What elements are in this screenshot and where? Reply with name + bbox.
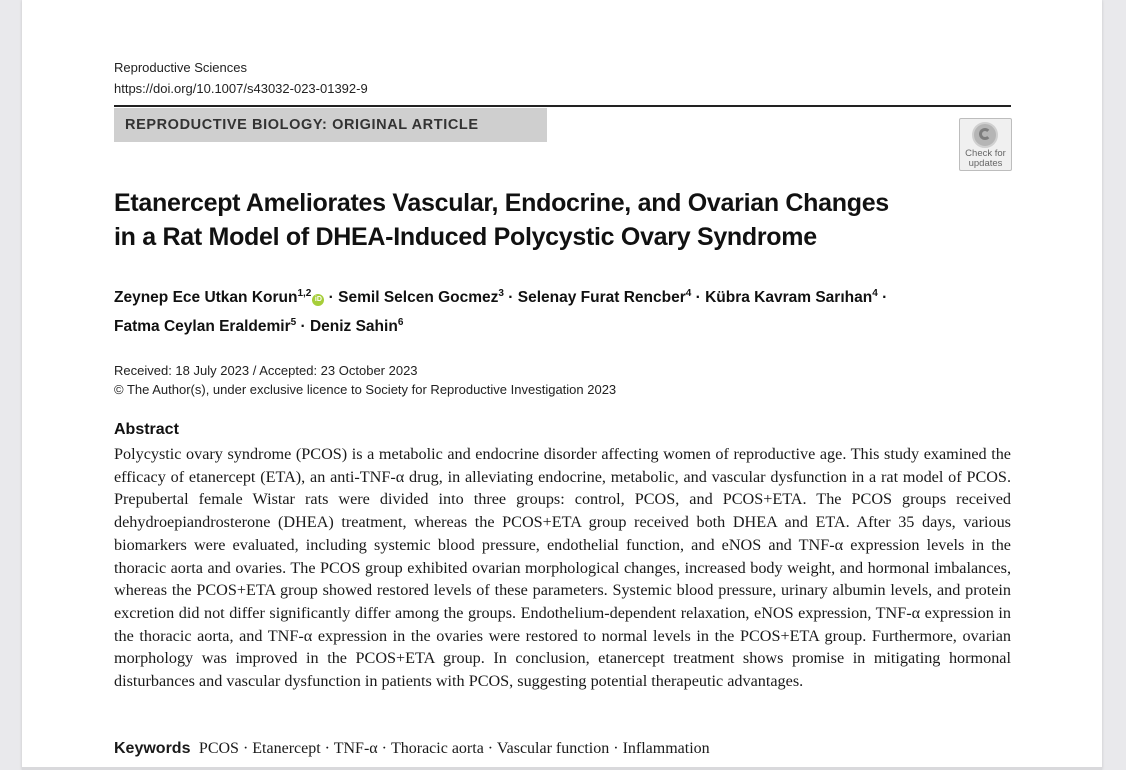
author-name[interactable]: Semil Selcen Gocmez xyxy=(338,289,499,307)
check-updates-line1: Check for xyxy=(965,148,1006,159)
author-name[interactable]: Selenay Furat Rencber xyxy=(517,289,686,307)
author-separator: · xyxy=(877,289,888,307)
author-separator: · xyxy=(691,289,706,307)
author-name[interactable]: Kübra Kavram Sarıhan xyxy=(705,289,873,307)
author-affiliation: 1,2 xyxy=(297,288,312,299)
author-separator: · xyxy=(503,289,518,307)
keywords xyxy=(114,740,1011,758)
title-line-2: in a Rat Model of DHEA-Induced Polycystic Ovary Syndrome xyxy=(114,223,817,251)
keywords-list: PCOS · Etanercept · TNF-α · Thoracic aorta · Vascular function · Inflammation xyxy=(198,740,710,757)
keywords-label: Keywords xyxy=(114,740,191,757)
orcid-icon[interactable]: iD xyxy=(312,294,324,306)
section-label: REPRODUCTIVE BIOLOGY: ORIGINAL ARTICLE xyxy=(125,117,479,133)
article-dates xyxy=(114,361,616,399)
author-list xyxy=(114,281,994,339)
doi-link[interactable]: https://doi.org/10.1007/s43032-023-01392-9 xyxy=(114,81,368,96)
header-rule xyxy=(114,105,1011,107)
author-name[interactable]: Fatma Ceylan Eraldemir xyxy=(114,318,291,336)
journal-header xyxy=(114,57,368,99)
article-page xyxy=(22,0,1102,770)
abstract-text: Polycystic ovary syndrome (PCOS) is a metabolic and endocrine disorder affecting women of reproductive age. This study examined the efficacy of etanercept (ETA), an anti-TNF-α drug, in alleviating endocrine, metabolic, and vascular dysfunction in a rat model of PCOS. Prepubertal female Wistar rats were divided into three groups: control, PCOS, and PCOS+ETA. The PCOS groups received dehydroepiandrosterone (DHEA) treatment, whereas the PCOS+ETA group received both DHEA and ETA. After 35 days, various biomarkers were evaluated, including systemic blood pressure, endothelial function, and eNOS and TNF-α expression levels in the thoracic aorta and ovaries. The PCOS group exhibited ovarian morphological changes, increased body weight, and hormonal imbalances, whereas the PCOS+ETA group showed restored levels of these parameters. Systemic blood pressure, urinary albumin levels, and protein excretion did not differ significantly differ among the groups. Endothelium-dependent relaxation, eNOS expression, TNF-α expression in the thoracic aorta, and TNF-α expression in the ovaries were restored to normal levels in the PCOS+ETA group. Furthermore, ovarian morphology was improved in the PCOS+ETA group. In conclusion, etanercept treatment shows promise in mitigating hormonal disturbances and vascular dysfunction in patients with PCOS, suggesting potential therapeutic advantages. xyxy=(114,445,1011,691)
article-title xyxy=(114,186,914,254)
journal-name: Reproductive Sciences xyxy=(114,60,247,75)
author-affiliation: 4 xyxy=(685,288,692,299)
section-label-bar xyxy=(114,108,547,142)
author-affiliation: 3 xyxy=(498,288,504,299)
author-name[interactable]: Zeynep Ece Utkan Korun xyxy=(114,289,298,307)
check-for-updates-icon xyxy=(972,122,998,148)
author-affiliation: 4 xyxy=(872,288,878,299)
author-affiliation: 6 xyxy=(397,317,404,329)
author-line-2 xyxy=(114,310,994,339)
copyright-notice: © The Author(s), under exclusive licence to Society for Reproductive Investigation 2023 xyxy=(114,382,617,397)
abstract-heading: Abstract xyxy=(114,421,179,438)
author-affiliation: 5 xyxy=(290,317,297,329)
author-name[interactable]: Deniz Sahin xyxy=(309,318,398,336)
check-for-updates-badge[interactable] xyxy=(959,118,1012,171)
author-line-1 xyxy=(114,281,994,310)
check-for-updates-text xyxy=(960,149,1011,168)
check-updates-line2: updates xyxy=(968,157,1003,169)
received-accepted-dates: Received: 18 July 2023 / Accepted: 23 October 2023 xyxy=(114,363,418,378)
author-separator: · xyxy=(324,289,339,307)
author-separator: · xyxy=(296,318,310,336)
title-line-1: Etanercept Ameliorates Vascular, Endocrine, and Ovarian Changes xyxy=(114,189,889,217)
